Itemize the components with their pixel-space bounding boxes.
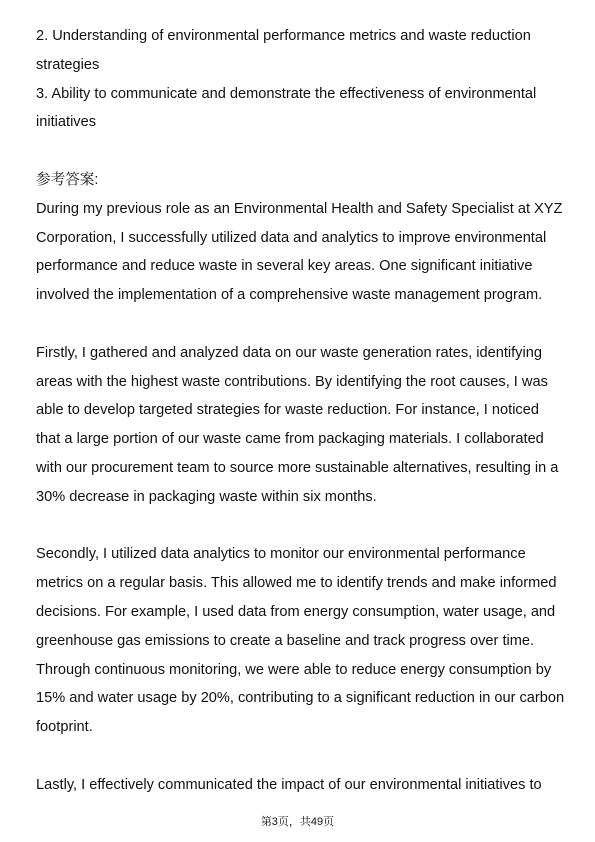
answer-paragraph-firstly <box>36 339 566 512</box>
page-number-footer: 第3页，共49页 <box>260 816 335 828</box>
text-line: strategies <box>36 56 100 73</box>
answer-paragraph-lastly <box>36 771 566 800</box>
paragraph-gap <box>36 137 566 166</box>
text-line: greenhouse gas emissions to create a baseline and track progress over time. <box>36 632 535 649</box>
text-line: Lastly, I effectively communicated the impact of our environmental initiatives to <box>36 776 542 793</box>
text-line: 30% decrease in packaging waste within six months. <box>36 488 377 505</box>
text-line: with our procurement team to source more sustainable alternatives, resulting in a <box>36 459 559 476</box>
text-line: that a large portion of our waste came from packaging materials. I collaborated <box>36 431 544 448</box>
text-line: 2. Understanding of environmental performance metrics and waste reduction <box>36 28 531 44</box>
criteria-item-2 <box>36 22 566 80</box>
text-line: initiatives <box>36 114 97 131</box>
text-line: involved the implementation of a comprehensive waste management program. <box>36 287 543 304</box>
answer-paragraph-secondly <box>36 540 566 742</box>
text-line: Firstly, I gathered and analyzed data on our waste generation rates, identifying <box>36 344 542 361</box>
text-line: areas with the highest waste contributions. By identifying the root causes, I was <box>36 373 548 390</box>
text-line: Secondly, I utilized data analytics to monitor our environmental performance <box>36 546 526 563</box>
text-line: During my previous role as an Environmental Health and Safety Specialist at XYZ <box>36 200 563 217</box>
paragraph-gap <box>36 310 566 339</box>
paragraph-gap <box>36 742 566 771</box>
text-line: footprint. <box>36 719 93 736</box>
text-line: Through continuous monitoring, we were able to reduce energy consumption by <box>36 661 552 678</box>
text-line: Corporation, I successfully utilized data and analytics to improve environmental <box>36 229 547 246</box>
text-line: metrics on a regular basis. This allowed me to identify trends and make informed <box>36 575 557 592</box>
text-line: 3. Ability to communicate and demonstrate the effectiveness of environmental <box>36 85 537 102</box>
text-line: decisions. For example, I used data from energy consumption, water usage, and <box>36 603 556 620</box>
answer-paragraph-intro <box>36 195 566 310</box>
text-line: performance and reduce waste in several key areas. One significant initiative <box>36 258 533 275</box>
criteria-item-3 <box>36 80 566 138</box>
text-line: able to develop targeted strategies for waste reduction. For instance, I noticed <box>36 402 539 419</box>
paragraph-gap <box>36 512 566 541</box>
page-content <box>36 22 566 800</box>
answer-label: 参考答案: <box>36 171 99 188</box>
text-line: 15% and water usage by 20%, contributing to a significant reduction in our carbon <box>36 690 565 707</box>
